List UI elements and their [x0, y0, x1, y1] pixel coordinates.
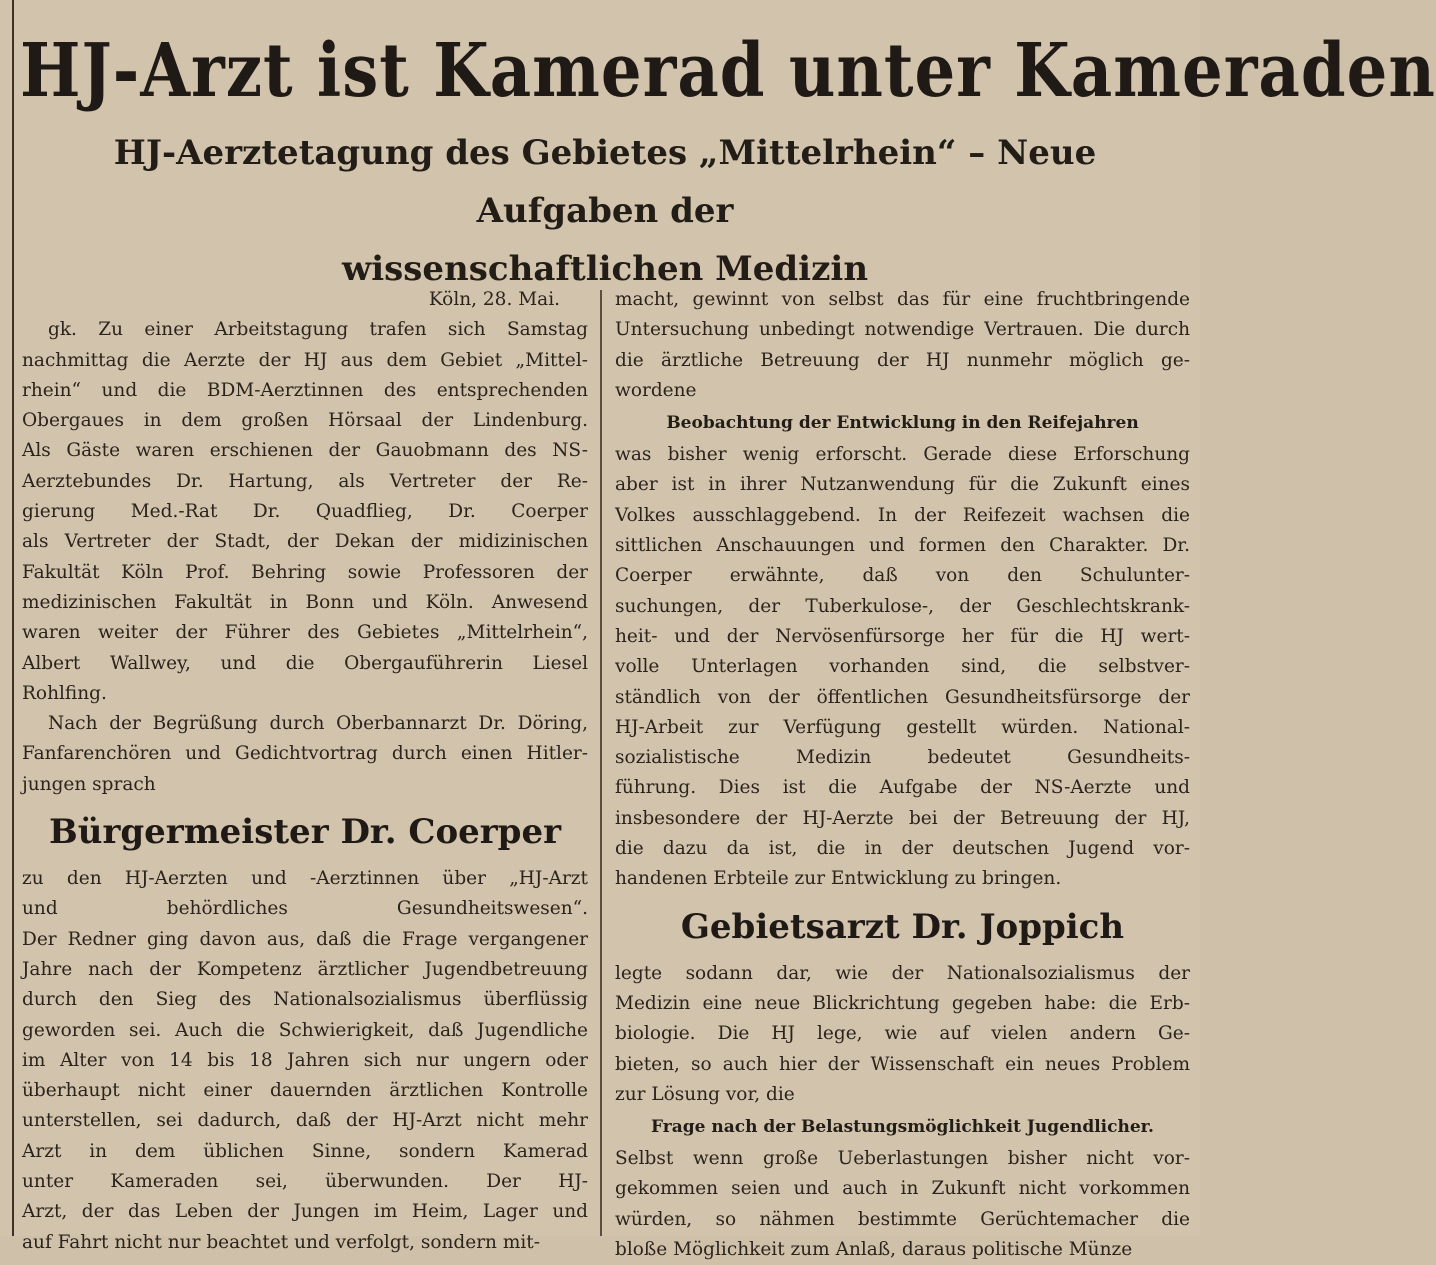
left-para-3-line: Jahre nach der Kompetenz ärztlicher Jugendbetreuung	[22, 958, 588, 980]
right-para-3-line: legte sodann dar, wie der Nationalsozialismus der	[615, 962, 1190, 984]
right-para-2-line: Volkes ausschlaggebend. In der Reifezeit wachsen die	[615, 504, 1190, 526]
right-para-2-line: was bisher wenig erforscht. Gerade diese Erforschung	[615, 444, 1190, 466]
left-para-1-line: waren weiter der Führer des Gebietes „Mittelrhein“,	[22, 622, 588, 644]
right-para-2-line: sittlichen Anschauungen und formen den Charakter. Dr.	[615, 535, 1190, 557]
right-para-1-line: die ärztliche Betreuung der HJ nunmehr möglich ge-	[615, 349, 1190, 371]
left-para-1-line: nachmittag die Aerzte der HJ aus dem Gebiet „Mittel-	[22, 349, 588, 371]
left-para-3-line: Der Redner ging davon aus, daß die Frage vergangener	[22, 928, 588, 950]
column-divider	[600, 290, 602, 1236]
left-column	[22, 285, 588, 1253]
left-para-3-line: Arzt in dem üblichen Sinne, sondern Kamerad	[22, 1140, 588, 1162]
right-para-2-line: insbesondere der HJ-Aerzte bei der Betreuung der HJ,	[615, 807, 1190, 829]
left-para-3-line: durch den Sieg des Nationalsozialismus überflüssig	[22, 989, 588, 1011]
right-para-1-line: wordene	[615, 379, 697, 401]
subhead-line-2: wissenschaftlichen Medizin	[341, 249, 869, 289]
right-para-4-line: bloße Möglichkeit zum Anlaß, daraus politische Münze	[615, 1239, 1133, 1261]
left-para-3-line: Arzt, der das Leben der Jungen im Heim, Lager und	[22, 1201, 588, 1223]
left-para-3-line: unterstellen, sei dadurch, daß der HJ-Arzt nicht mehr	[22, 1110, 588, 1132]
right-para-3-line: bieten, so auch hier der Wissenschaft ein neues Problem	[615, 1053, 1190, 1075]
right-para-3-line: biologie. Die HJ lege, wie auf vielen andern Ge-	[615, 1023, 1190, 1045]
right-para-2-line: führung. Dies ist die Aufgabe der NS-Aerzte und	[615, 777, 1190, 799]
left-para-1-line: gk. Zu einer Arbeitstagung trafen sich Samstag	[48, 319, 588, 341]
minihead-beobachtung: Beobachtung der Entwicklung in den Reifejahren	[666, 413, 1139, 434]
right-para-3-line: Medizin eine neue Blickrichtung gegeben habe: die Erb-	[615, 992, 1190, 1014]
column-rule-left	[12, 0, 14, 1236]
right-para-2-line: aber ist in ihrer Nutzanwendung für die Zukunft eines	[615, 474, 1190, 496]
right-para-4-line: gekommen seien und auch in Zukunft nicht vorkommen	[615, 1178, 1190, 1200]
right-column	[615, 285, 1190, 1261]
left-para-3-line: zu den HJ-Aerzten und -Aerztinnen über „HJ-Arzt	[22, 868, 588, 890]
right-para-2-line: ständlich von der öffentlichen Gesundheitsfürsorge der	[615, 686, 1190, 708]
right-para-2-line: sozialistische Medizin bedeutet Gesundheits-	[615, 747, 1190, 769]
right-para-2-line: die dazu da ist, die in der deutschen Jugend vor-	[615, 838, 1190, 860]
left-para-1-line: Albert Wallwey, und die Obergauführerin Liesel	[22, 652, 588, 674]
right-para-3-line: zur Lösung vor, die	[615, 1083, 795, 1105]
right-para-2-line: heit- und der Nervösenfürsorge her für die HJ wert-	[615, 625, 1190, 647]
crosshead-coerper: Bürgermeister Dr. Coerper	[49, 812, 561, 853]
left-para-3-line: überhaupt nicht einer dauernden ärztlichen Kontrolle	[22, 1080, 588, 1102]
dateline: Köln, 28. Mai.	[428, 289, 560, 310]
left-para-3-line: geworden sei. Auch die Schwierigkeit, daß Jugendliche	[22, 1019, 588, 1041]
subheadline	[20, 124, 1190, 298]
right-para-2-line: suchungen, der Tuberkulose-, der Geschlechtskrank-	[615, 595, 1190, 617]
right-para-2-line: volle Unterlagen vorhanden sind, die selbstver-	[615, 656, 1190, 678]
crosshead-joppich: Gebietsarzt Dr. Joppich	[680, 906, 1125, 947]
left-para-1-line: gierung Med.-Rat Dr. Quadflieg, Dr. Coerper	[22, 501, 588, 523]
right-para-2-line: Coerper erwähnte, daß von den Schulunter-	[615, 565, 1190, 587]
right-para-1-line: macht, gewinnt von selbst das für eine fruchtbringende	[615, 289, 1190, 310]
right-para-4-line: würden, so nähmen bestimmte Gerüchtemacher die	[615, 1208, 1190, 1230]
left-para-1-line: Aerztebundes Dr. Hartung, als Vertreter der Re-	[22, 470, 588, 492]
headline: HJ-Arzt ist Kamerad unter Kameraden	[20, 28, 1436, 115]
left-para-1-line: Obergaues in dem großen Hörsaal der Lindenburg.	[22, 410, 588, 432]
left-para-3-line: auf Fahrt nicht nur beachtet und verfolgt, sondern mit-	[22, 1231, 540, 1253]
left-para-1-line: als Vertreter der Stadt, der Dekan der midizinischen	[22, 531, 588, 553]
left-para-1-line: rhein“ und die BDM-Aerztinnen des entsprechenden	[22, 379, 588, 401]
right-para-2-line: HJ-Arbeit zur Verfügung gestellt würden. National-	[615, 716, 1190, 738]
subhead-line-1: HJ-Aerztetagung des Gebietes „Mittelrhein“ – Neue Aufgaben der	[113, 133, 1097, 231]
left-para-2-line: jungen sprach	[22, 773, 156, 795]
left-para-2-line: Nach der Begrüßung durch Oberbannarzt Dr. Döring,	[48, 713, 588, 735]
right-para-4-line: Selbst wenn große Ueberlastungen bisher nicht vor-	[615, 1148, 1190, 1170]
right-para-1-line: Untersuchung unbedingt notwendige Vertrauen. Die durch	[615, 319, 1190, 341]
left-para-3-line: im Alter von 14 bis 18 Jahren sich nur ungern oder	[22, 1049, 588, 1071]
left-para-3-line: und behördliches Gesundheitswesen“.	[22, 898, 588, 920]
left-para-3-line: unter Kameraden sei, überwunden. Der HJ-	[22, 1171, 588, 1193]
left-para-1-line: medizinischen Fakultät in Bonn und Köln. Anwesend	[22, 591, 588, 613]
left-para-2-line: Fanfarenchören und Gedichtvortrag durch einen Hitler-	[22, 743, 588, 765]
left-para-1-line: Rohlfing.	[22, 682, 107, 704]
left-para-1-line: Als Gäste waren erschienen der Gauobmann des NS-	[22, 440, 588, 462]
left-para-1-line: Fakultät Köln Prof. Behring sowie Professoren der	[22, 561, 588, 583]
minihead-belastung: Frage nach der Belastungsmöglichkeit Jugendlicher.	[651, 1117, 1154, 1138]
right-para-2-line: handenen Erbteile zur Entwicklung zu bringen.	[615, 868, 1062, 890]
